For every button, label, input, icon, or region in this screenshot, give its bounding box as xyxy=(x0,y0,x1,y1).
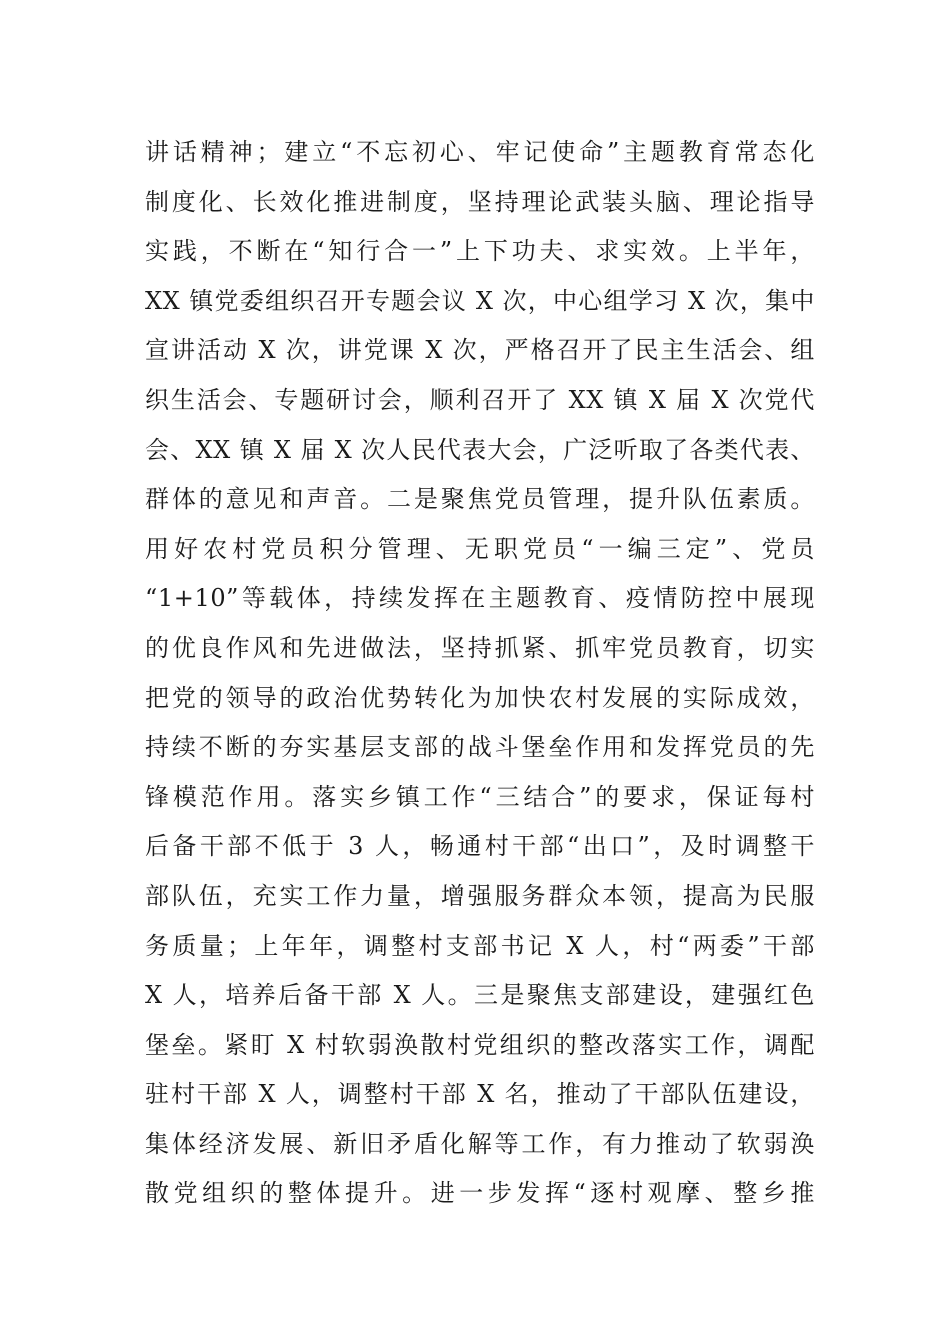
text-line-13: 持续不断的夯实基层支部的战斗堡垒作用和发挥党员的先 xyxy=(145,733,815,762)
text-line-4: XX 镇党委组织召开专题会议 X 次，中心组学习 X 次，集中 xyxy=(145,286,815,315)
text-line-8: 群体的意见和声音。二是聚焦党员管理，提升队伍素质。 xyxy=(145,485,815,514)
text-line-22: 散党组织的整体提升。进一步发挥“逐村观摩、整乡推 xyxy=(145,1179,815,1208)
text-line-16: 部队伍，充实工作力量，增强服务群众本领，提高为民服 xyxy=(145,881,815,910)
text-line-20: 驻村干部 X 人，调整村干部 X 名，推动了干部队伍建设， xyxy=(145,1080,815,1109)
text-line-12: 把党的领导的政治优势转化为加快农村发展的实际成效， xyxy=(145,683,815,712)
body-paragraph xyxy=(145,128,815,1219)
text-line-14: 锋模范作用。落实乡镇工作“三结合”的要求，保证每村 xyxy=(145,782,815,811)
text-line-15: 后备干部不低于 3 人，畅通村干部“出口”，及时调整干 xyxy=(145,832,815,861)
text-line-19: 堡垒。紧盯 X 村软弱涣散村党组织的整改落实工作，调配 xyxy=(145,1030,815,1059)
text-line-6: 织生活会、专题研讨会，顺利召开了 XX 镇 X 届 X 次党代 xyxy=(145,385,815,414)
text-line-17: 务质量；上年年，调整村支部书记 X 人，村“两委”干部 xyxy=(145,931,815,960)
text-line-18: X 人，培养后备干部 X 人。三是聚焦支部建设，建强红色 xyxy=(145,981,815,1010)
text-line-21: 集体经济发展、新旧矛盾化解等工作，有力推动了软弱涣 xyxy=(145,1129,815,1158)
text-line-9: 用好农村党员积分管理、无职党员“一编三定”、党员 xyxy=(145,534,815,563)
text-line-1: 讲话精神；建立“不忘初心、牢记使命”主题教育常态化 xyxy=(145,138,815,166)
text-line-2: 制度化、长效化推进制度，坚持理论武装头脑、理论指导 xyxy=(145,187,815,216)
text-line-5: 宣讲活动 X 次，讲党课 X 次，严格召开了民主生活会、组 xyxy=(145,336,815,365)
text-line-7: 会、XX 镇 X 届 X 次人民代表大会，广泛听取了各类代表、 xyxy=(145,435,815,464)
text-line-11: 的优良作风和先进做法，坚持抓紧、抓牢党员教育，切实 xyxy=(145,633,815,662)
text-line-3: 实践，不断在“知行合一”上下功夫、求实效。上半年， xyxy=(145,237,815,266)
text-line-10: “1+10”等载体，持续发挥在主题教育、疫情防控中展现 xyxy=(145,584,815,613)
